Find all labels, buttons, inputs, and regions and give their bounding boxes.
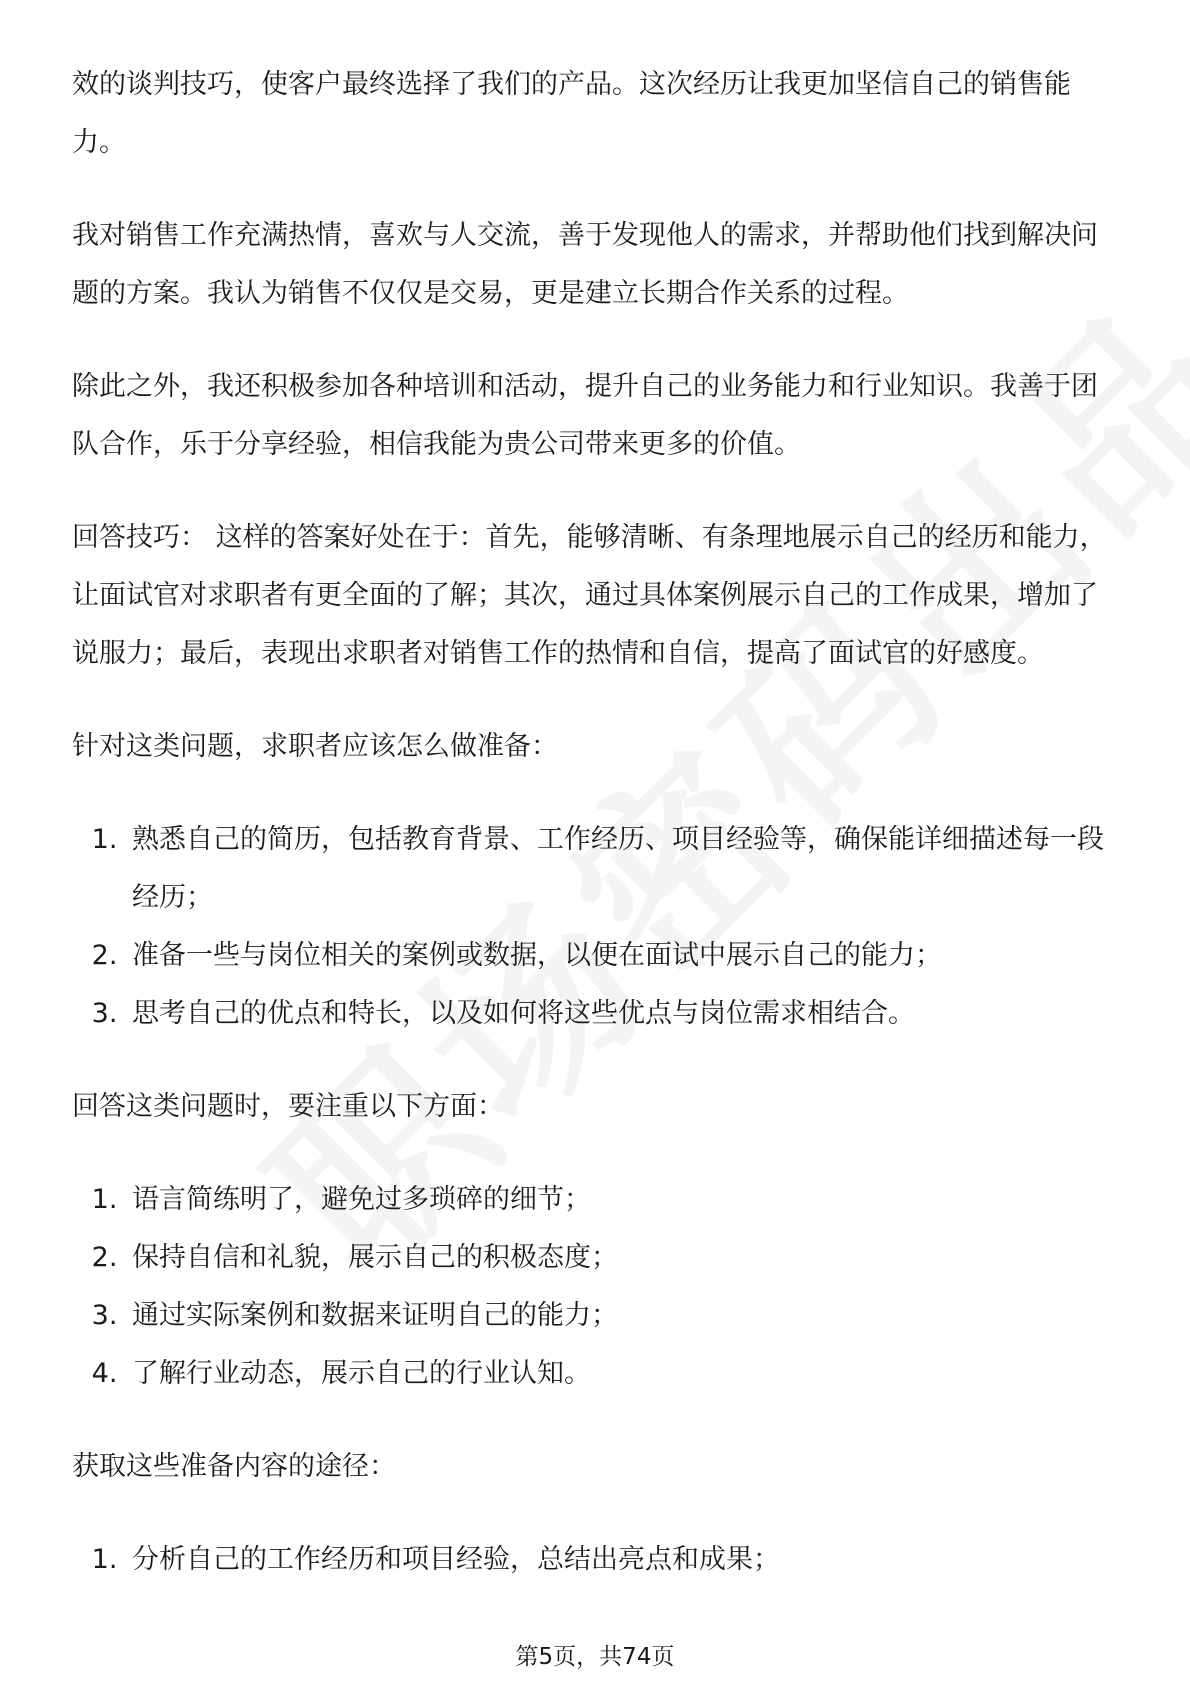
list-item: 3. 思考自己的优点和特长，以及如何将这些优点与岗位需求相结合。 <box>126 985 1122 1043</box>
prep-heading: 针对这类问题，求职者应该怎么做准备： <box>72 731 558 762</box>
list-item: 1. 分析自己的工作经历和项目经验，总结出亮点和成果； <box>126 1531 1122 1589</box>
list-item: 1. 语言简练明了，避免过多琐碎的细节； <box>126 1171 1122 1229</box>
paragraph-answer-tips: 回答技巧： 这样的答案好处在于：首先，能够清晰、有条理地展示自己的经历和能力，让面试官对求职者有更全面的了解；其次，通过具体案例展示自己的工作成果，增加了说服力；最后，表现出求职者对销售工作的热情和自信，提高了面试官的好感度。 <box>72 522 1107 669</box>
sources-list <box>72 1531 1122 1589</box>
list-item: 1. 熟悉自己的简历，包括教育背景、工作经历、项目经验等，确保能详细描述每一段经历； <box>126 811 1122 927</box>
paragraph-2: 我对销售工作充满热情，喜欢与人交流，善于发现他人的需求，并帮助他们找到解决问题的方案。我认为销售不仅仅是交易，更是建立长期合作关系的过程。 <box>72 220 1098 309</box>
sources-heading: 获取这些准备内容的途径： <box>72 1451 396 1482</box>
paragraph-3: 除此之外，我还积极参加各种培训和活动，提升自己的业务能力和行业知识。我善于团队合作，乐于分享经验，相信我能为贵公司带来更多的价值。 <box>72 371 1098 460</box>
prep-list <box>72 811 1122 1043</box>
page-number: 第5页，共74页 <box>515 1644 675 1670</box>
focus-list <box>72 1171 1122 1403</box>
list-item: 4. 了解行业动态，展示自己的行业认知。 <box>126 1345 1122 1403</box>
paragraph-1: 效的谈判技巧，使客户最终选择了我们的产品。这次经历让我更加坚信自己的销售能力。 <box>72 69 1071 158</box>
list-item: 2. 保持自信和礼貌，展示自己的积极态度； <box>126 1229 1122 1287</box>
list-item: 3. 通过实际案例和数据来证明自己的能力； <box>126 1287 1122 1345</box>
focus-heading: 回答这类问题时，要注重以下方面： <box>72 1091 504 1122</box>
document-body <box>72 56 1122 1624</box>
list-item: 2. 准备一些与岗位相关的案例或数据，以便在面试中展示自己的能力； <box>126 927 1122 985</box>
